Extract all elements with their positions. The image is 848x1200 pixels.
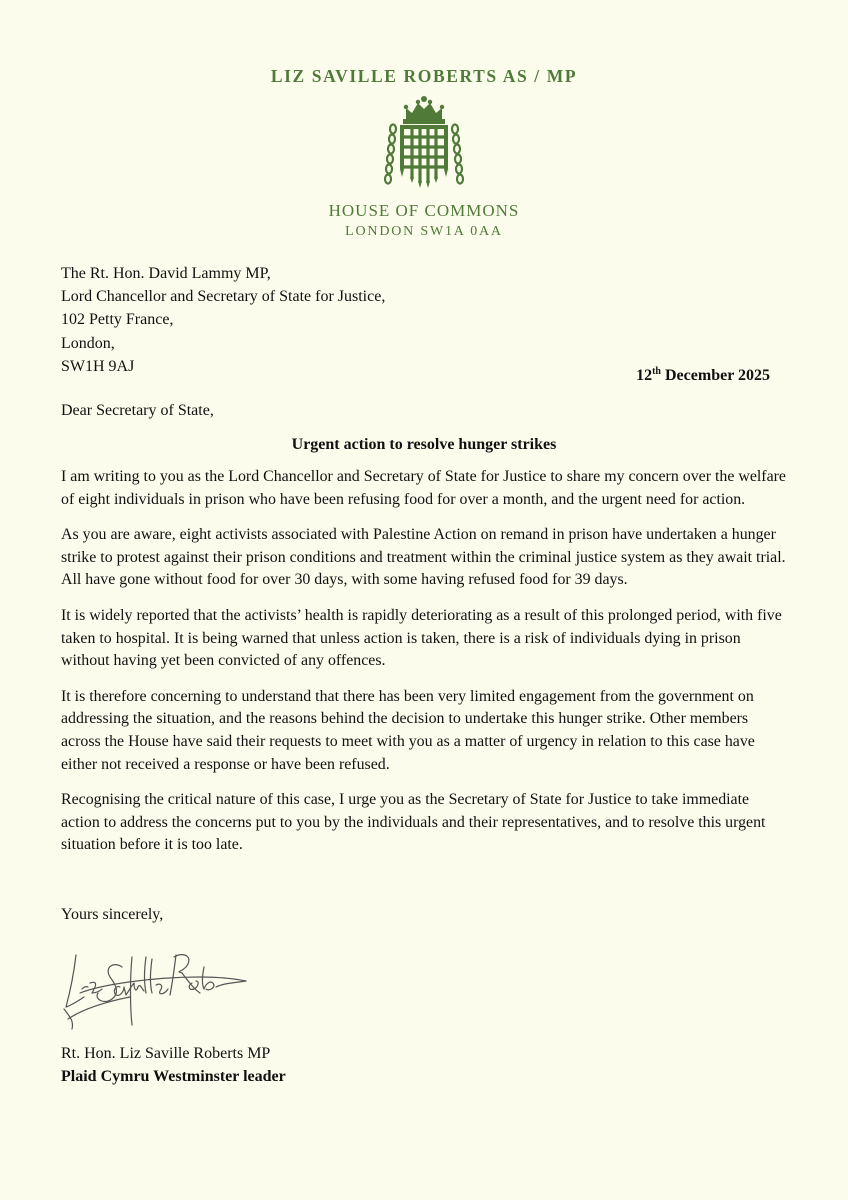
letterhead-location: LONDON SW1A 0AA — [345, 224, 503, 239]
signer-role: Plaid Cymru Westminster leader — [61, 1068, 286, 1085]
body-paragraph: It is widely reported that the activists’ health is rapidly deteriorating as a result of this prolonged period, with five taken to hospital. It is being warned that unless action is taken, there is a risk of individuals dying in prison without having yet been convicted of any offences. — [61, 606, 782, 670]
recipient-address — [61, 262, 385, 378]
date-rest: December 2025 — [661, 367, 770, 384]
recipient-line: The Rt. Hon. David Lammy MP, — [61, 265, 271, 282]
letter-date — [636, 367, 770, 385]
recipient-line: 102 Petty France, — [61, 311, 174, 329]
letter-body — [61, 466, 791, 870]
recipient-line: Lord Chancellor and Secretary of State for Justice, — [61, 288, 386, 306]
letterhead-house: HOUSE OF COMMONS — [328, 201, 520, 220]
recipient-line: London, — [61, 334, 115, 352]
portcullis-icon — [383, 95, 465, 191]
body-paragraph: I am writing to you as the Lord Chancellor and Secretary of State for Justice to share my concern over the welfare of eight individuals in prison who have been refusing food for over a month, and the urgent need for action. — [61, 468, 786, 508]
body-paragraph: Recognising the critical nature of this case, I urge you as the Secretary of State for Justice to take immediate action to address the concerns put to you by the individuals and their representatives, and to resolve this urgent situation before it is too late. — [61, 791, 766, 854]
letterhead-mp-name: LIZ SAVILLE ROBERTS AS / MP — [270, 66, 578, 86]
signer-name: Rt. Hon. Liz Saville Roberts MP — [61, 1045, 271, 1062]
body-paragraph: It is therefore concerning to understand that there has been very limited engagement from the government on addressing the situation, and the reasons behind the decision to undertake this hunger strike. Other members across the House have said their requests to meet with you as a matter of urgency in relation to this case have either not received a response or have been refused. — [61, 687, 755, 773]
recipient-line: SW1H 9AJ — [61, 357, 135, 375]
letter-subject: Urgent action to resolve hunger strikes — [291, 436, 557, 453]
closing: Yours sincerely, — [61, 906, 164, 923]
date-suffix: th — [652, 366, 661, 377]
signature-icon — [60, 937, 250, 1035]
date-day: 12 — [636, 367, 653, 384]
body-paragraph: As you are aware, eight activists associated with Palestine Action on remand in prison have undertaken a hunger strike to protest against their prison conditions and treatment within the criminal justice system as they await trial. All have gone without food for over 30 days, with some having refused food for 39 days. — [61, 526, 786, 589]
salutation: Dear Secretary of State, — [61, 402, 214, 419]
